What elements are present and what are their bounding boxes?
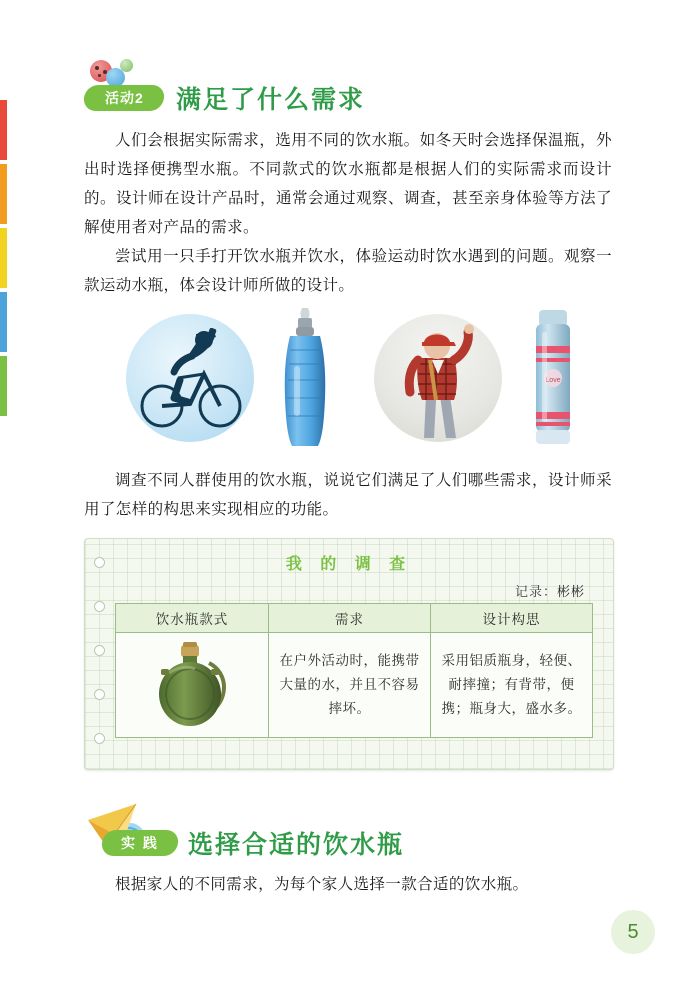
practice-badge bbox=[101, 830, 180, 856]
girl-with-backpack-photo bbox=[374, 314, 502, 442]
survey-col-need: 需求 bbox=[269, 604, 431, 633]
svg-text:Love: Love bbox=[545, 377, 561, 384]
survey-notebook-card bbox=[84, 538, 614, 770]
activity-badge-label: 活动2 bbox=[104, 90, 144, 106]
survey-cell-design: 采用铝质瓶身，轻便、耐摔撞；有背带，便携；瓶身大，盛水多。 bbox=[431, 633, 593, 738]
practice-paragraph: 根据家人的不同需求，为每个家人选择一款合适的饮水瓶。 bbox=[115, 876, 529, 893]
activity-paragraph-3: 调查不同人群使用的饮水瓶，说说它们满足了人们哪些需求，设计师采用了怎样的构思来实现相应的功能。 bbox=[84, 472, 612, 518]
survey-recorder-name: 彬彬 bbox=[556, 584, 585, 599]
survey-table-header-row bbox=[116, 604, 593, 633]
practice-badge-label: 实 践 bbox=[121, 835, 159, 851]
page-number: 5 bbox=[611, 910, 655, 954]
activity-badge bbox=[83, 85, 166, 111]
thermos-bottle-icon bbox=[530, 306, 576, 451]
cyclist-silhouette-icon bbox=[134, 328, 246, 432]
photo-row bbox=[126, 306, 576, 451]
activity-title: 满足了什么需求 bbox=[176, 86, 366, 114]
activity-paragraph-2: 尝试用一只手打开饮水瓶并饮水，体验运动时饮水遇到的问题。观察一款运动水瓶，体会设计师所做的设计。 bbox=[84, 248, 612, 294]
practice-header bbox=[84, 800, 544, 870]
survey-title: 我 的 调 查 bbox=[285, 556, 413, 573]
page-edge-strips bbox=[0, 0, 8, 982]
activity-header bbox=[84, 58, 544, 120]
survey-recorder-label: 记录： bbox=[514, 584, 557, 599]
survey-table bbox=[115, 603, 593, 738]
cyclist-drinking-photo bbox=[126, 314, 254, 442]
table-row bbox=[116, 633, 593, 738]
girl-figure-icon bbox=[374, 314, 502, 442]
survey-cell-bottle-image bbox=[116, 633, 269, 738]
survey-recorder bbox=[515, 581, 585, 600]
pink-thermos-photo bbox=[530, 306, 576, 451]
practice-title: 选择合适的饮水瓶 bbox=[188, 831, 405, 859]
activity-paragraph-1: 人们会根据实际需求，选用不同的饮水瓶。如冬天时会选择保温瓶，外出时选择便携型水瓶。不同款式的饮水瓶都是根据人们的实际需求而设计的。设计师在设计产品时，通常会通过观察、调查，甚至亲身体验等方法了解使用者对产品的需求。 bbox=[84, 132, 612, 236]
survey-col-design: 设计构思 bbox=[431, 604, 593, 633]
blue-sport-bottle-photo bbox=[276, 306, 334, 451]
sport-bottle-icon bbox=[276, 306, 334, 451]
survey-col-style: 饮水瓶款式 bbox=[116, 604, 269, 633]
survey-cell-need: 在户外活动时，能携带大量的水，并且不容易摔坏。 bbox=[269, 633, 431, 738]
army-canteen-icon bbox=[117, 639, 267, 731]
